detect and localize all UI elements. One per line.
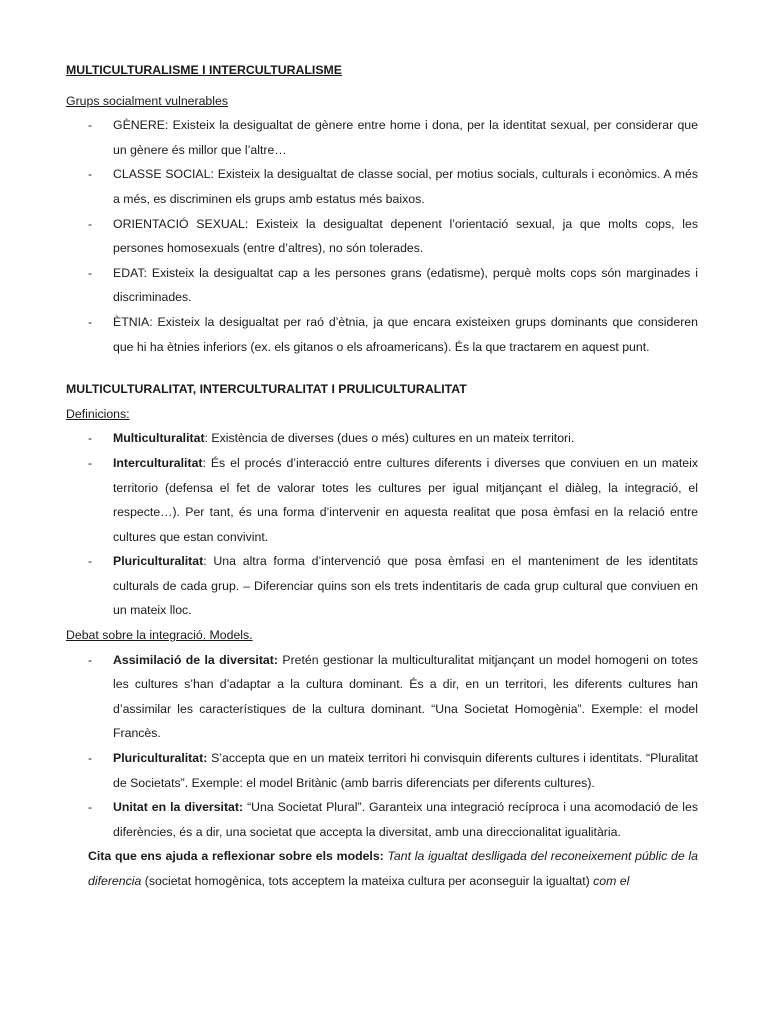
- list-item: - CLASSE SOCIAL: Existeix la desigualtat de classe social, per motius socials, culturals i econòmics. A més a més, es discriminen els grups amb estatus més baixos.: [66, 162, 698, 211]
- list-item: [66, 648, 698, 746]
- document-page: [66, 58, 698, 894]
- section-heading-multiculturalitat: MULTICULTURALITAT, INTERCULTURALITAT I PRULICULTURALITAT: [66, 382, 467, 397]
- quote-label: Cita que ens ajuda a reflexionar sobre els models:: [88, 849, 384, 864]
- term-separator: :: [203, 554, 214, 569]
- list-item: [66, 549, 698, 623]
- list-item: - GÈNERE: Existeix la desigualtat de gènere entre home i dona, per la identitat sexual, per considerar que un gènere és millor que l’altre…: [66, 113, 698, 162]
- list-grups-vulnerables: [66, 113, 698, 359]
- list-item: [66, 451, 698, 549]
- list-item: [66, 426, 698, 451]
- list-item: [66, 795, 698, 844]
- term: Unitat en la diversitat:: [113, 800, 244, 815]
- term: Pluriculturalitat: [113, 554, 204, 569]
- definition: Existència de diverses (dues o més) cultures en un mateix territori.: [211, 431, 575, 446]
- subheading-definicions: Definicions:: [66, 406, 130, 421]
- definition: És el procés d’interacció entre cultures diferents i diverses que conviuen en un mateix territorio (defensa el fet de valorar totes les cultures per igual mitjançant el diàleg, la integració, el respecte…). Per tant, és una forma d’intervenir en aquesta realitat que posa èmfasi en la relació entre cultures que estan convivint.: [113, 455, 698, 544]
- definition: S’accepta que en un mateix territori hi convisquin diferents cultures i identitats. “Pluralitat de Societats”. Exemple: el model Britànic (amb barris diferenciats per diferents cultures).: [113, 751, 698, 790]
- document-title: MULTICULTURALISME I INTERCULTURALISME: [66, 63, 342, 77]
- term: Multiculturalitat: [113, 431, 205, 446]
- quote-normal: (societat homogènica, tots acceptem la mateixa cultura per aconseguir la igualtat): [144, 874, 590, 888]
- list-item: - ÈTNIA: Existeix la desigualtat per raó d’ètnia, ja que encara existeixen grups dominants que consideren que hi ha ètnies inferiors (ex. els gitanos o els afroamericans). És la que tractarem en aquest punt.: [66, 310, 698, 359]
- list-item: [66, 746, 698, 795]
- quote-italic-1: Tant la igualtat deslligada del reconeixement públic de la diferencia: [88, 849, 698, 888]
- list-models: [66, 648, 698, 845]
- term: Interculturalitat: [113, 455, 203, 470]
- term: Assimilació de la diversitat:: [113, 652, 278, 667]
- definition: Pretén gestionar la multiculturalitat mitjançant un model homogeni on totes les cultures s’han d’adaptar a la cultura dominant. És a dir, en un territori, les diferents cultures han d’assimilar les característiques de la cultura dominant. “Una Societat Homogènia”. Exemple: el model Francès.: [113, 652, 698, 741]
- definition: Una altra forma d’intervenció que posa èmfasi en el manteniment de les identitats culturals de cada grup. – Diferenciar quins son els trets indentitaris de cada grup cultural que conviuen en un mateix lloc.: [113, 554, 698, 618]
- list-item: - ORIENTACIÓ SEXUAL: Existeix la desigualtat depenent l’orientació sexual, ja que molts cops, les persones homosexuals (entre d’altres), no són tolerades.: [66, 212, 698, 261]
- quote-italic-2: com el: [593, 874, 630, 888]
- section-heading-grups: Grups socialment vulnerables: [66, 93, 228, 108]
- definition: “Una Societat Plural”. Garanteix una integració recíproca i una acomodació de les diferències, és a dir, una societat que accepta la diversitat, amb una direccionalitat igualitària.: [113, 800, 698, 839]
- term: Pluriculturalitat:: [113, 751, 208, 766]
- term-separator: :: [202, 455, 211, 470]
- term-separator: :: [204, 431, 212, 446]
- section-heading-debat: Debat sobre la integració. Models.: [66, 628, 253, 643]
- list-item: - EDAT: Existeix la desigualtat cap a les persones grans (edatisme), perquè molts cops són marginades i discriminades.: [66, 261, 698, 310]
- list-definicions: [66, 426, 698, 623]
- quote-paragraph: [88, 844, 698, 893]
